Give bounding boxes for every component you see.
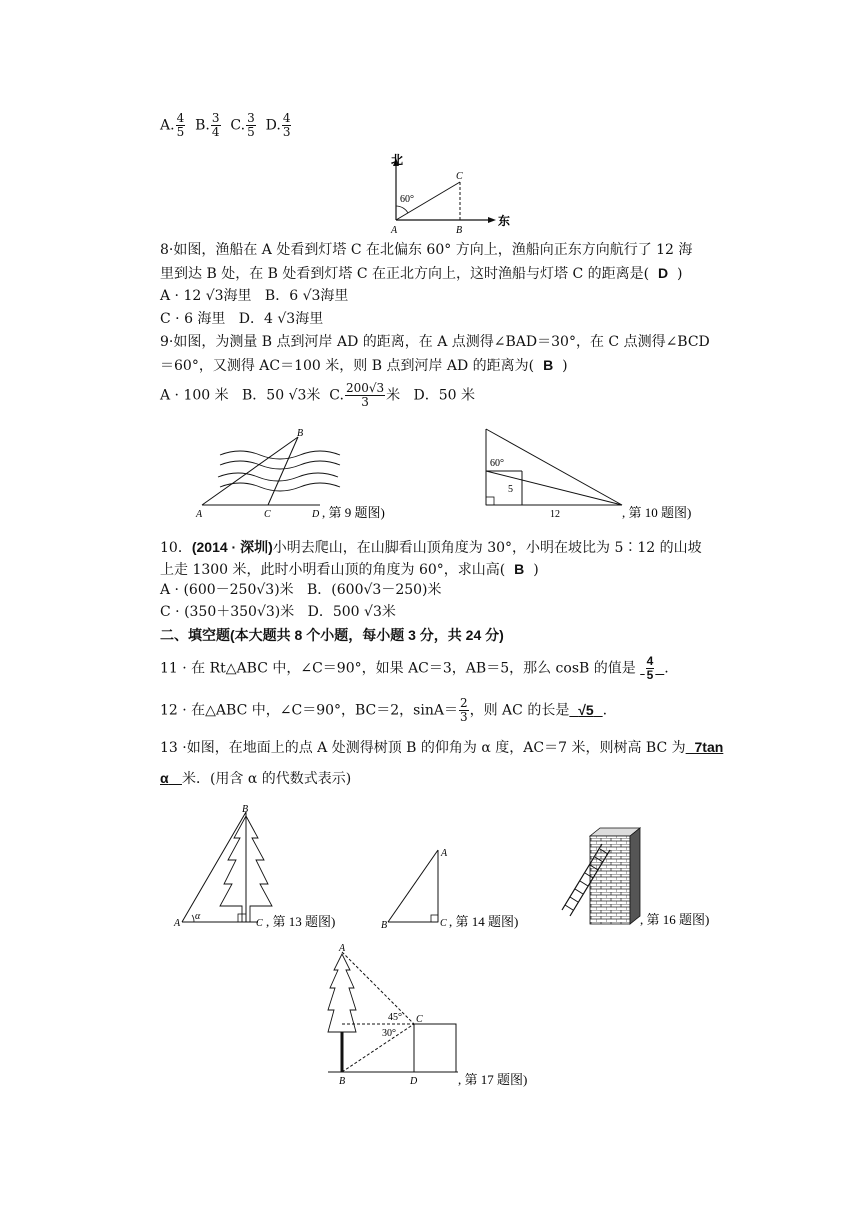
fig9-point-b: B <box>297 428 304 439</box>
fig13-point-c: C <box>256 918 263 929</box>
q8-options-row1 <box>160 286 348 306</box>
figure-8 <box>380 152 510 238</box>
q8-options-row2 <box>160 309 323 329</box>
fig13-caption: , 第 13 题图) <box>266 914 336 929</box>
fig17-point-c: C <box>416 1014 423 1025</box>
q9-options: A · 100 米 B．50 √3米 C. $\frac{200√3}{3}$ 米 D．50 米 <box>160 381 476 409</box>
fig10-side-5: 5 <box>508 484 513 495</box>
figure-10 <box>476 425 706 525</box>
q10-source: (2014 · 深圳) <box>191 539 273 555</box>
q13-answer-part2: α <box>160 770 169 786</box>
fig9-point-a: A <box>196 509 203 520</box>
q10-option-c: C · (350＋350√3)米 <box>160 604 295 620</box>
fig16-caption: , 第 16 题图) <box>640 912 710 927</box>
q9-stem-line1: 9·如图，为测量 B 点到河岸 AD 的距离，在 A 点测得∠BAD＝30°，在 C 点测得∠BCD <box>160 334 710 350</box>
q11: 11 · 在 Rt△ABC 中，∠C＝90°，如果 AC＝3，AB＝5，那么 cosB 的值是 $\frac{4}{5}$ . <box>160 654 669 682</box>
q9-option-b: B．50 √3米 <box>242 387 321 404</box>
fig17-point-d: D <box>410 1076 418 1087</box>
q13-line1: 13 ·如图，在地面上的点 A 处测得树顶 B 的仰角为 α 度，AC＝7 米，则树高 BC 为 7tan <box>160 739 724 756</box>
fig13-point-b: B <box>242 804 249 815</box>
figure-16 <box>556 826 726 934</box>
q9-option-c-label: C. <box>329 387 344 404</box>
q10-option-b: B．(600√3－250)米 <box>307 582 442 598</box>
fig8-point-c: C <box>456 171 463 182</box>
q12-answer: √5 <box>578 701 594 718</box>
section-2-heading: 二、填空题(本大题共 8 个小题，每小题 3 分，共 24 分) <box>160 627 504 643</box>
q9-option-d: D．50 米 <box>413 387 476 404</box>
q8-stem-line2: 里到达 B 处，在 B 处看到灯塔 C 在正北方向上，这时渔船与灯塔 C 的距离是( D ) <box>160 265 683 282</box>
q9-option-a: A · 100 米 <box>160 387 229 404</box>
fig17-caption: , 第 17 题图) <box>458 1072 528 1087</box>
q9-answer: B <box>543 357 554 373</box>
q12: 12 · 在△ABC 中，∠C＝90°，BC＝2，sinA＝ $\frac{2}{3}$ ，则 AC 的长是 √5 . <box>160 696 608 724</box>
fig8-point-a: A <box>391 225 398 236</box>
q9-stem-line2: ＝60°，又测得 AC＝100 米，则 B 点到河岸 AD 的距离为( B ) <box>160 357 568 374</box>
q8-answer: D <box>657 265 669 281</box>
fig9-point-c: C <box>264 509 271 520</box>
fig10-side-12: 12 <box>550 509 560 520</box>
q10-stem-line1: 10．(2014 · 深圳)小明去爬山，在山脚看山顶角度为 30°，小明在坡比为 5∶12 的山坡 <box>160 539 702 556</box>
q7-option-b-fraction: $\frac{3}{4}$ <box>211 111 220 139</box>
q7-option-b-label: B. <box>195 117 210 134</box>
q10-answer: B <box>514 561 525 577</box>
figure-14 <box>378 840 538 934</box>
fig17-point-b: B <box>339 1076 346 1087</box>
figure-13 <box>172 802 352 934</box>
fig14-point-a: A <box>441 848 448 859</box>
q7-option-a-fraction: $\frac{4}{5}$ <box>176 111 185 139</box>
q10-stem-line2: 上走 1300 米，此时小明看山顶的角度为 60°，求山高( B ) <box>160 561 539 578</box>
q7-options <box>160 112 292 139</box>
fig9-point-d: D <box>312 509 320 520</box>
q7-option-d-fraction: $\frac{4}{3}$ <box>282 111 291 139</box>
q13-line2: α 米．(用含 α 的代数式表示) <box>160 770 352 787</box>
fig14-point-b: B <box>381 920 388 931</box>
q7-option-d-label: D. <box>265 117 281 134</box>
fig8-angle-label: 60° <box>400 194 414 205</box>
fig13-point-a: A <box>174 918 181 929</box>
q13-answer-part1: 7tan <box>694 739 724 755</box>
figure-17 <box>322 940 542 1090</box>
q7-option-c-fraction: $\frac{3}{5}$ <box>247 111 255 139</box>
q10-option-d: D．500 √3米 <box>307 604 396 620</box>
fig10-angle-label: 60° <box>490 458 504 469</box>
figure-9 <box>190 425 410 525</box>
q8-stem-line1: 8·如图，渔船在 A 处看到灯塔 C 在北偏东 60° 方向上，渔船向正东方向航行了 12 海 <box>160 242 693 258</box>
q9-option-c-fraction: $\frac{200√3}{3}$ <box>345 381 385 409</box>
fig13-alpha: α <box>195 911 201 922</box>
fig17-point-a: A <box>339 943 346 954</box>
q8-option-b: B．6 √3海里 <box>264 288 349 304</box>
fig14-point-c: C <box>440 918 447 929</box>
fig10-caption: , 第 10 题图) <box>622 505 692 520</box>
q10-option-a: A · (600－250√3)米 <box>160 582 294 598</box>
fig8-north-label: 北 <box>391 153 404 167</box>
q12-fraction: $\frac{2}{3}$ <box>459 696 468 724</box>
q8-option-d: D．4 √3海里 <box>238 311 324 327</box>
fig9-caption: , 第 9 题图) <box>322 505 385 520</box>
q7-option-a-label: A. <box>160 117 175 134</box>
fig17-angle-30: 30° <box>382 1028 396 1039</box>
fig17-angle-45: 45° <box>388 1012 402 1023</box>
q10-options-row1 <box>160 580 442 600</box>
q10-options-row2 <box>160 602 396 622</box>
fig14-caption: , 第 14 题图) <box>449 914 519 929</box>
q8-option-c: C · 6 海里 <box>160 311 226 327</box>
fig8-east-label: 东 <box>498 214 510 228</box>
fig8-point-b: B <box>456 225 463 236</box>
q8-option-a: A · 12 √3海里 <box>160 288 252 304</box>
q7-option-c-label: C. <box>230 117 246 134</box>
q11-answer: $\frac{4}{5}$ <box>646 654 654 682</box>
